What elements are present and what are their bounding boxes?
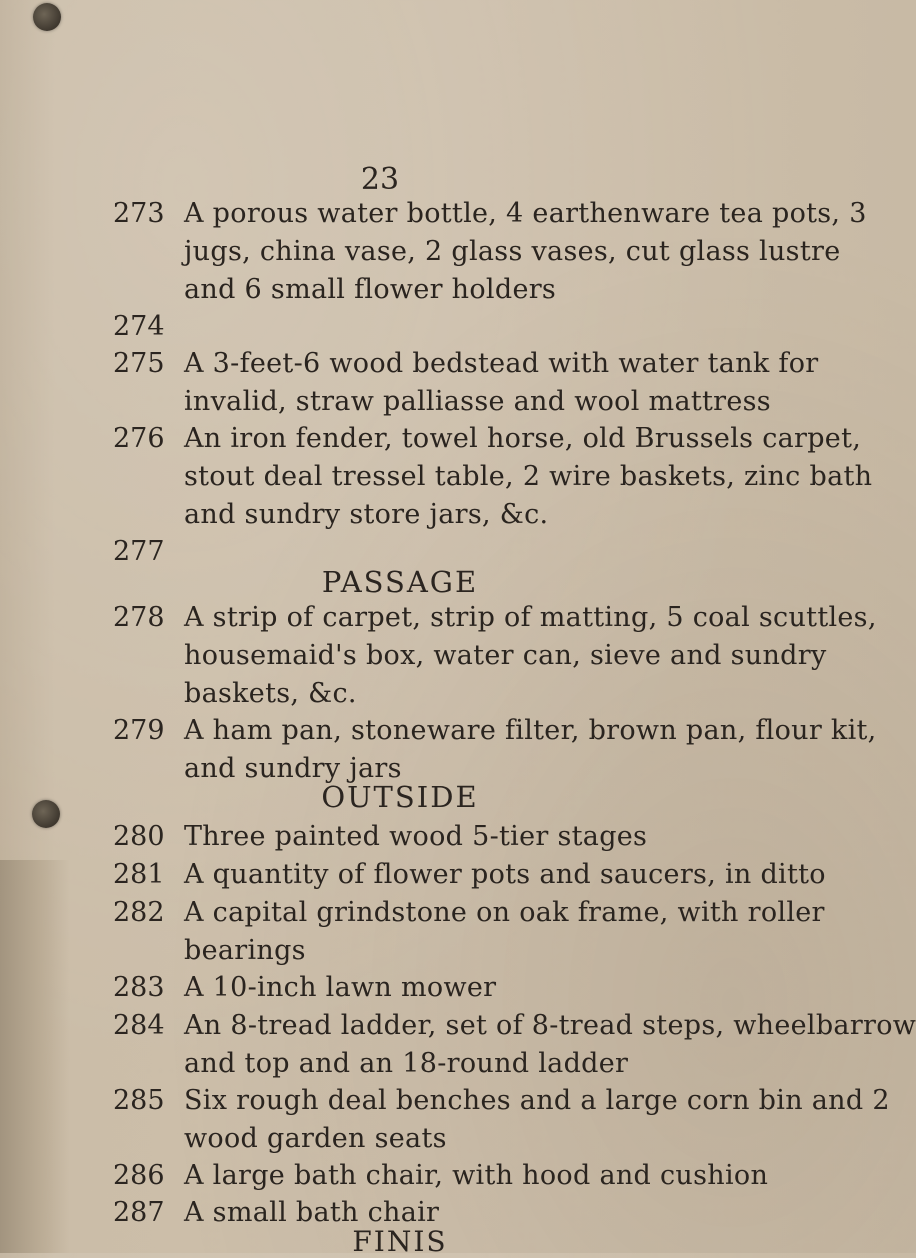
section-heading: PASSAGE: [321, 565, 479, 599]
description-line: A 10-inch lawn mower: [184, 972, 497, 1003]
description-line: housemaid's box, water can, sieve and sundry: [184, 640, 827, 671]
section-heading: OUTSIDE: [321, 780, 479, 814]
lot-description: [184, 195, 867, 309]
lot-number: 274: [113, 311, 165, 342]
lot-description: [184, 1194, 760, 1232]
lot-number: 276: [113, 423, 165, 454]
finis-footer: FINIS: [352, 1225, 448, 1258]
description-line: baskets, &c.: [184, 678, 357, 709]
lot-number: 273: [113, 198, 165, 229]
description-line: A capital grindstone on oak frame, with roller: [184, 897, 825, 928]
description-line: and top and an 18-round ladder: [184, 1048, 629, 1079]
description-line: Three painted wood 5-tier stages: [184, 821, 648, 852]
description-line: bearings: [184, 935, 306, 966]
lot-number: 284: [113, 1010, 165, 1041]
lot-number: 286: [113, 1160, 165, 1191]
description-line: A 3-feet-6 wood bedstead with water tank for: [184, 348, 819, 379]
lot-number: 282: [113, 897, 165, 928]
description-line: Six rough deal benches and a large corn bin and 2: [184, 1085, 890, 1116]
description-line: A large bath chair, with hood and cushion: [184, 1160, 769, 1191]
description-line: and 6 small flower holders: [184, 274, 557, 305]
description-line: A porous water bottle, 4 earthenware tea pots, 3: [184, 198, 867, 229]
lot-description: [184, 1082, 890, 1158]
lot-number: 279: [113, 715, 165, 746]
description-line: invalid, straw palliasse and wool mattress: [184, 386, 771, 417]
lot-number: 283: [113, 972, 165, 1003]
lot-description: [184, 420, 873, 534]
description-line: A small bath chair: [184, 1197, 440, 1228]
binding-hole-top: [33, 3, 61, 31]
lot-number: 285: [113, 1085, 165, 1116]
lot-number: 287: [113, 1197, 165, 1228]
lot-description: [184, 856, 826, 894]
description-line: and sundry jars: [184, 753, 402, 784]
lot-number: 281: [113, 859, 165, 890]
lot-description: [184, 345, 819, 421]
lot-description: [184, 818, 760, 856]
lot-description: [184, 1157, 769, 1195]
lot-description: [184, 969, 760, 1007]
description-line: stout deal tressel table, 2 wire baskets, zinc bath: [184, 461, 873, 492]
lot-number: 275: [113, 348, 165, 379]
description-line: A ham pan, stoneware filter, brown pan, flour kit,: [184, 715, 877, 746]
page-edge-shadow: [0, 860, 70, 1253]
lot-description: [184, 1007, 916, 1083]
description-line: An iron fender, towel horse, old Brussels carpet,: [184, 423, 862, 454]
lot-number: 277: [113, 536, 165, 567]
description-line: wood garden seats: [184, 1123, 447, 1154]
lot-description: [184, 712, 877, 788]
description-line: and sundry store jars, &c.: [184, 499, 549, 530]
description-line: An 8-tread ladder, set of 8-tread steps, wheelbarrow: [184, 1010, 916, 1041]
lot-description: [184, 599, 877, 713]
description-line: jugs, china vase, 2 glass vases, cut glass lustre: [184, 236, 841, 267]
lot-description: [184, 894, 825, 970]
lot-number: 280: [113, 821, 165, 852]
lot-number: 278: [113, 602, 165, 633]
page-number: 23: [360, 162, 400, 197]
description-line: A quantity of flower pots and saucers, in ditto: [184, 859, 826, 890]
description-line: A strip of carpet, strip of matting, 5 coal scuttles,: [184, 602, 877, 633]
